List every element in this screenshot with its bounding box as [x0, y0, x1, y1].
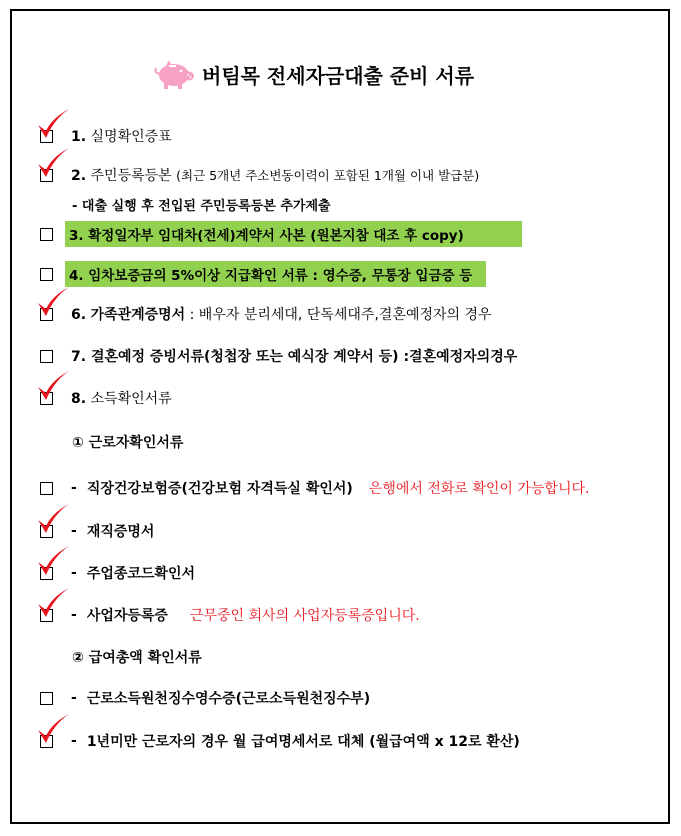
- item-number: 7.: [71, 349, 87, 365]
- checkbox-health-insurance[interactable]: [40, 482, 53, 495]
- checkbox-item-1[interactable]: [40, 130, 53, 143]
- item-number: 3.: [69, 228, 84, 244]
- item-label: 1년미만 근로자의 경우 월 급여명세서로 대체 (월급여액 x 12로 환산): [86, 734, 520, 750]
- list-item: [40, 221, 522, 247]
- title-text: 버팀목 전세자금대출 준비 서류: [202, 63, 475, 88]
- item-label: 소득확인서류: [90, 391, 172, 407]
- list-item: - 직장건강보험증(건강보험 자격득실 확인서) 은행에서 전화로 확인이 가능합니다.: [40, 478, 589, 498]
- list-item: - 1년미만 근로자의 경우 월 급여명세서로 대체 (월급여액 x 12로 환산): [40, 731, 520, 751]
- item-label: 확정일자부 임대차(전세)계약서 사본 (원본지참 대조 후 copy): [88, 228, 464, 244]
- list-item: [40, 304, 492, 324]
- checkbox-item-4[interactable]: [40, 268, 53, 281]
- checkbox-pay-statement[interactable]: [40, 735, 53, 748]
- list-item: [40, 346, 517, 366]
- item-extra: : 배우자 분리세대, 단독세대주,결혼예정자의 경우: [189, 307, 492, 323]
- item-note: 은행에서 전화로 확인이 가능합니다.: [368, 481, 590, 497]
- item-label: 가족관계증명서: [90, 307, 186, 323]
- section-heading-1: ① 근로자확인서류: [72, 435, 184, 451]
- list-item: [40, 165, 479, 185]
- item-2-note: - 대출 실행 후 전입된 주민등록등본 추가제출: [72, 199, 331, 214]
- checkbox-item-3[interactable]: [40, 228, 53, 241]
- item-extra: (최근 5개년 주소변동이력이 포함된 1개월 이내 발급분): [176, 168, 480, 183]
- list-item: [40, 126, 172, 146]
- document-title: [152, 56, 474, 92]
- list-item: - 재직증명서: [40, 521, 154, 541]
- item-label: 직장건강보험증(건강보험 자격득실 확인서): [86, 481, 353, 497]
- checkbox-item-2[interactable]: [40, 169, 53, 182]
- checkbox-item-7[interactable]: [40, 350, 53, 363]
- list-item: - 근로소득원천징수영수증(근로소득원천징수부): [40, 688, 370, 708]
- item-number: 2.: [71, 168, 87, 184]
- item-number: 4.: [69, 268, 84, 284]
- checkbox-item-8[interactable]: [40, 392, 53, 405]
- highlighted-item: [65, 261, 486, 287]
- checkbox-withholding-receipt[interactable]: [40, 692, 53, 705]
- item-label: 근로소득원천징수영수증(근로소득원천징수부): [86, 691, 371, 707]
- piggy-bank-icon: [152, 58, 196, 90]
- checkbox-industry-code[interactable]: [40, 567, 53, 580]
- highlighted-item: [65, 221, 522, 247]
- item-number: 8.: [71, 391, 87, 407]
- item-label: 사업자등록증: [86, 608, 168, 624]
- item-label: 주민등록등본: [90, 168, 172, 184]
- item-number: 6.: [71, 307, 87, 323]
- checkbox-business-registration[interactable]: [40, 609, 53, 622]
- checkbox-item-6[interactable]: [40, 308, 53, 321]
- list-item: [40, 261, 486, 287]
- item-label: 주업종코드확인서: [86, 566, 196, 582]
- item-number: 1.: [71, 129, 87, 145]
- item-label: 실명확인증표: [90, 129, 172, 145]
- list-item: - 사업자등록증 근무중인 회사의 사업자등록증입니다.: [40, 605, 420, 625]
- item-label: 임차보증금의 5%이상 지급확인 서류 : 영수증, 무통장 입금증 등: [88, 268, 473, 284]
- item-label: 재직증명서: [86, 524, 155, 540]
- section-heading-2: ② 급여총액 확인서류: [72, 650, 202, 666]
- item-note: 근무중인 회사의 사업자등록증입니다.: [189, 608, 420, 624]
- list-item: [40, 388, 172, 408]
- list-item: - 주업종코드확인서: [40, 563, 195, 583]
- item-label: 결혼예정 증빙서류(청첩장 또는 예식장 계약서 등) :결혼예정자의경우: [90, 349, 518, 365]
- checkbox-employment-cert[interactable]: [40, 525, 53, 538]
